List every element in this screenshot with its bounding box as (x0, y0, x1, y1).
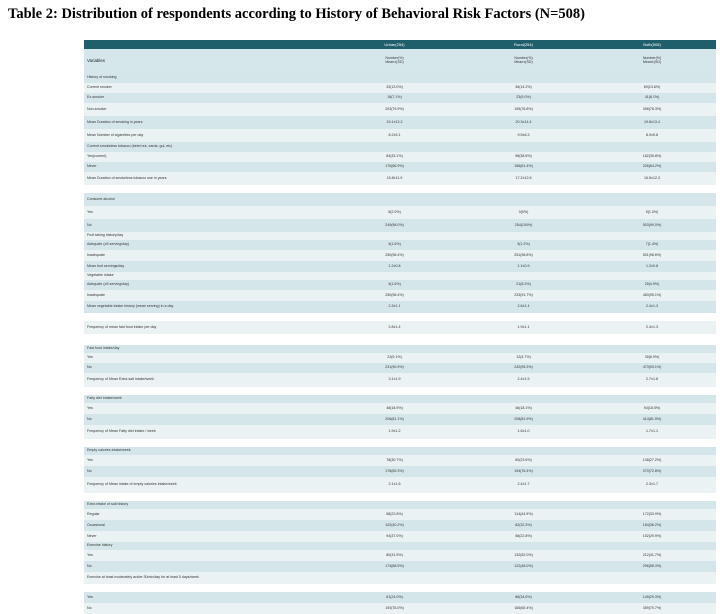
table-row (84, 152, 716, 162)
row-label (84, 313, 330, 321)
cell-rural (459, 493, 588, 501)
cell-rural: 208(81.9%) (459, 414, 588, 425)
cell-urban: 102(40.2%) (330, 520, 459, 531)
table-row (84, 447, 716, 455)
table-row (84, 272, 716, 280)
row-label: Mean vegetable intake history (mean serving) in a day (84, 301, 330, 313)
row-label: Adequate (≥5 serving/day) (84, 280, 330, 290)
cell-rural (459, 572, 588, 584)
table-row (84, 403, 716, 414)
cell-rural: 9.5±6.3 (459, 129, 588, 142)
row-label: No (84, 363, 330, 373)
cell-urban: 5(2.0%) (330, 206, 459, 219)
cell-rural (459, 313, 588, 321)
cell-both: 414(81.5%) (588, 414, 716, 425)
cell-urban (330, 334, 459, 345)
cell-both: 149(29.3%) (588, 592, 716, 603)
table-row (84, 162, 716, 172)
cell-urban: 250(98.4%) (330, 250, 459, 261)
table-row (84, 129, 716, 142)
table-row (84, 373, 716, 387)
table-row (84, 290, 716, 301)
table-row (84, 363, 716, 373)
cell-rural: 194(76.4%) (459, 466, 588, 477)
cell-urban (330, 447, 459, 455)
cell-rural: 1.6±1.0 (459, 425, 588, 439)
cell-both: 483(95.1%) (588, 290, 716, 301)
row-label: No (84, 219, 330, 232)
cell-urban: 33(13.0%) (330, 83, 459, 93)
cell-both: 8.9±5.8 (588, 129, 716, 142)
cell-both: 2.4±1.3 (588, 321, 716, 334)
table-body (84, 73, 716, 614)
cell-both (588, 542, 716, 550)
cell-urban (330, 572, 459, 584)
header-cell (84, 40, 330, 49)
table-row (84, 509, 716, 520)
cell-urban: 8.2±5.1 (330, 129, 459, 142)
row-label: Yes (84, 455, 330, 466)
cell-both: 138(27.2%) (588, 455, 716, 466)
cell-urban (330, 493, 459, 501)
cell-both: 16.5±12.3 (588, 172, 716, 185)
row-label: Exercise at least moderately active 30min/day for at least 5 days/week (84, 572, 330, 584)
cell-rural: 82(32.3%) (459, 520, 588, 531)
cell-urban (330, 272, 459, 280)
subheader-row (84, 49, 716, 73)
cell-rural (459, 584, 588, 592)
cell-urban: 4(1.6%) (330, 240, 459, 250)
row-label: Adequate (≥5 serving/day) (84, 240, 330, 250)
cell-rural (459, 395, 588, 403)
cell-both (588, 387, 716, 395)
table-row (84, 172, 716, 185)
row-label: Extra intake of salt history (84, 501, 330, 509)
cell-urban: 48(18.9%) (330, 403, 459, 414)
cell-urban: 15.8±11.9 (330, 172, 459, 185)
cell-both: 503(99.0%) (588, 219, 716, 232)
row-label: No (84, 466, 330, 477)
cell-urban: 170(66.9%) (330, 162, 459, 172)
row-label: Exercise history (84, 542, 330, 550)
cell-urban: 94(37.0%) (330, 531, 459, 542)
cell-urban: 58(22.8%) (330, 509, 459, 520)
table-row (84, 353, 716, 363)
row-label (84, 493, 330, 501)
row-label: Fast food intake/day (84, 345, 330, 353)
cell-both: 2.3±1.7 (588, 477, 716, 493)
table-row (84, 425, 716, 439)
row-label: Regular (84, 509, 330, 520)
row-label: Yes (84, 550, 330, 561)
cell-both (588, 439, 716, 447)
variables-label: Variables (84, 49, 330, 73)
table-row (84, 572, 716, 584)
data-table (84, 40, 716, 614)
cell-urban: 2.1±1.6 (330, 477, 459, 493)
cell-urban (330, 501, 459, 509)
cell-urban: 23(9.1%) (330, 353, 459, 363)
row-label: Vegetable intake (84, 272, 330, 280)
spacer-row (84, 185, 716, 193)
cell-urban: 3.1±1.9 (330, 373, 459, 387)
cell-both (588, 345, 716, 353)
cell-both (588, 142, 716, 152)
cell-both: 25(4.9%) (588, 280, 716, 290)
row-label: Current smokeless tobacco (betel nut, zarda, gul, etc) (84, 142, 330, 152)
table-row (84, 414, 716, 425)
cell-rural: 60(23.6%) (459, 455, 588, 466)
cell-urban (330, 193, 459, 206)
cell-urban: 206(81.1%) (330, 414, 459, 425)
row-label: Non-smoker (84, 103, 330, 116)
row-label: Yes(current) (84, 152, 330, 162)
row-label (84, 387, 330, 395)
table-row (84, 142, 716, 152)
cell-rural: 1.1±0.9 (459, 261, 588, 272)
row-label: Current smoker (84, 83, 330, 93)
table-row (84, 531, 716, 542)
cell-urban (330, 313, 459, 321)
row-label: Frequency of mean fast food intake per day (84, 321, 330, 334)
cell-rural: 12(4.7%) (459, 353, 588, 363)
row-label: Fruit taking history/day (84, 232, 330, 240)
row-label: Yes (84, 403, 330, 414)
cell-both: 370(72.8%) (588, 466, 716, 477)
cell-rural: 251(98.8%) (459, 250, 588, 261)
cell-both: 2.7±1.8 (588, 373, 716, 387)
cell-rural: 36(14.2%) (459, 83, 588, 93)
spacer-row (84, 387, 716, 395)
row-label: Never (84, 162, 330, 172)
table-row (84, 520, 716, 531)
cell-urban: 84(33.1%) (330, 152, 459, 162)
spacer-row (84, 584, 716, 592)
table-row (84, 193, 716, 206)
header-cell-rural: Rural(254) (459, 40, 588, 49)
row-label: Frequency of Mean Extra salt intake/week (84, 373, 330, 387)
cell-rural: 114(44.9%) (459, 509, 588, 520)
table-row (84, 501, 716, 509)
row-label: History of smoking (84, 73, 330, 83)
cell-urban: 80(31.5%) (330, 550, 459, 561)
table-row (84, 561, 716, 572)
row-label: No (84, 561, 330, 572)
cell-rural (459, 193, 588, 206)
table-row (84, 103, 716, 116)
cell-rural (459, 447, 588, 455)
row-label: Never (84, 531, 330, 542)
cell-both (588, 501, 716, 509)
row-label: Frequency of Mean intake of empty calories intake/week (84, 477, 330, 493)
table-row (84, 592, 716, 603)
table-title: Table 2: Distribution of respondents according to History of Behavioral Risk Factors (N=508) (8, 6, 585, 22)
subheader-cell: Number(%) Mean±(SD) (588, 49, 716, 73)
spacer-row (84, 313, 716, 321)
table-row (84, 542, 716, 550)
cell-both (588, 272, 716, 280)
row-label: Fatty diet intake/week (84, 395, 330, 403)
table-row (84, 550, 716, 561)
cell-both: 5(1.0%) (588, 206, 716, 219)
cell-urban: 250(98.4%) (330, 290, 459, 301)
row-label (84, 334, 330, 345)
cell-rural: 2.4±1.7 (459, 477, 588, 493)
row-label: Occasional (84, 520, 330, 531)
cell-both (588, 313, 716, 321)
table-row (84, 93, 716, 103)
cell-urban (330, 395, 459, 403)
cell-urban: 231(90.9%) (330, 363, 459, 373)
cell-rural (459, 232, 588, 240)
cell-rural (459, 272, 588, 280)
cell-rural: 2.6±1.4 (459, 301, 588, 313)
cell-both: 69(13.6%) (588, 83, 716, 93)
cell-both: 1.7±1.1 (588, 425, 716, 439)
cell-rural (459, 185, 588, 193)
cell-both (588, 584, 716, 592)
table-row (84, 240, 716, 250)
spacer-row (84, 439, 716, 447)
table-row (84, 603, 716, 614)
row-label: Mean fruit servings/day (84, 261, 330, 272)
cell-rural: 46(18.1%) (459, 403, 588, 414)
table-row (84, 280, 716, 290)
row-label: Consume alcohol (84, 193, 330, 206)
cell-rural (459, 542, 588, 550)
cell-rural: 20.3±14.4 (459, 116, 588, 129)
cell-both (588, 185, 716, 193)
cell-rural (459, 334, 588, 345)
cell-both: 398(78.3%) (588, 103, 716, 116)
cell-both: 94(18.5%) (588, 403, 716, 414)
table-row (84, 466, 716, 477)
row-label: Yes (84, 206, 330, 219)
subheader-cell: Number(%) Mean±(SD) (459, 49, 588, 73)
row-label: Ex-smoker (84, 93, 330, 103)
cell-rural: 242(95.3%) (459, 363, 588, 373)
cell-rural: 166(65.4%) (459, 603, 588, 614)
cell-both (588, 334, 716, 345)
cell-both: 359(70.7%) (588, 603, 716, 614)
row-label: Inadequate (84, 250, 330, 261)
cell-both: 152(29.9%) (588, 531, 716, 542)
cell-rural: 98(38.6%) (459, 152, 588, 162)
cell-rural: 233(91.7%) (459, 290, 588, 301)
cell-both: 212(41.7%) (588, 550, 716, 561)
cell-urban (330, 584, 459, 592)
row-label: Yes (84, 353, 330, 363)
table-row (84, 301, 716, 313)
header-cell-both: Both(508) (588, 40, 716, 49)
table-row (84, 83, 716, 93)
cell-urban (330, 345, 459, 353)
cell-urban (330, 142, 459, 152)
cell-urban: 249(98.0%) (330, 219, 459, 232)
cell-urban: 2.3±1.1 (330, 301, 459, 313)
spacer-row (84, 493, 716, 501)
cell-both: 35(6.9%) (588, 353, 716, 363)
cell-both: 296(58.3%) (588, 561, 716, 572)
cell-urban: 78(30.7%) (330, 455, 459, 466)
cell-urban: 1.2±0.8 (330, 261, 459, 272)
table-row (84, 250, 716, 261)
cell-rural (459, 439, 588, 447)
row-label (84, 439, 330, 447)
table-row (84, 219, 716, 232)
cell-rural: 132(52.0%) (459, 550, 588, 561)
table-row (84, 455, 716, 466)
cell-urban: 174(68.5%) (330, 561, 459, 572)
cell-both: 41(8.1%) (588, 93, 716, 103)
row-label: Frequency of Mean Fatty diet intake / week (84, 425, 330, 439)
cell-urban: 203(79.9%) (330, 103, 459, 116)
cell-rural: 122(48.0%) (459, 561, 588, 572)
cell-rural: 88(34.6%) (459, 592, 588, 603)
cell-urban (330, 439, 459, 447)
cell-both: 182(35.8%) (588, 152, 716, 162)
cell-urban (330, 542, 459, 550)
row-label: No (84, 603, 330, 614)
table-row (84, 116, 716, 129)
cell-both (588, 193, 716, 206)
cell-urban: 19.1±12.2 (330, 116, 459, 129)
cell-urban (330, 232, 459, 240)
cell-both: 2.4±1.3 (588, 301, 716, 313)
row-label (84, 584, 330, 592)
cell-both (588, 493, 716, 501)
cell-rural (459, 73, 588, 83)
cell-both: 473(93.1%) (588, 363, 716, 373)
subheader-cell: Number(%) Mean±(SD) (330, 49, 459, 73)
spacer-row (84, 334, 716, 345)
header-row (84, 40, 716, 49)
cell-both: 7(1.4%) (588, 240, 716, 250)
cell-both (588, 395, 716, 403)
cell-rural: 195(76.8%) (459, 103, 588, 116)
cell-urban (330, 185, 459, 193)
cell-both: 19.8±13.4 (588, 116, 716, 129)
cell-rural (459, 387, 588, 395)
cell-rural: 58(22.8%) (459, 531, 588, 542)
row-label: Empty calories intake/week (84, 447, 330, 455)
row-label: No (84, 414, 330, 425)
cell-rural (459, 142, 588, 152)
cell-rural: 0(0%) (459, 206, 588, 219)
cell-rural (459, 501, 588, 509)
cell-rural: 3(1.2%) (459, 240, 588, 250)
row-label: Mean Duration of smoking in years (84, 116, 330, 129)
cell-urban (330, 73, 459, 83)
cell-urban: 1.9±1.2 (330, 425, 459, 439)
row-label: Mean Number of cigarettes per day (84, 129, 330, 142)
table-row (84, 321, 716, 334)
cell-urban: 2.8±1.4 (330, 321, 459, 334)
cell-rural: 1.9±1.1 (459, 321, 588, 334)
cell-urban: 18(7.1%) (330, 93, 459, 103)
cell-rural: 156(61.4%) (459, 162, 588, 172)
cell-both (588, 572, 716, 584)
row-label: Yes (84, 592, 330, 603)
cell-rural: 23(9.0%) (459, 93, 588, 103)
table-row (84, 395, 716, 403)
cell-rural: 254(100%) (459, 219, 588, 232)
cell-both: 501(98.6%) (588, 250, 716, 261)
cell-both (588, 73, 716, 83)
table-row (84, 345, 716, 353)
row-label: Inadequate (84, 290, 330, 301)
cell-both: 326(64.2%) (588, 162, 716, 172)
table-row (84, 477, 716, 493)
cell-urban: 61(24.0%) (330, 592, 459, 603)
cell-rural: 21(8.3%) (459, 280, 588, 290)
cell-both: 184(36.2%) (588, 520, 716, 531)
cell-urban: 176(69.3%) (330, 466, 459, 477)
cell-rural (459, 345, 588, 353)
cell-urban: 4(1.6%) (330, 280, 459, 290)
cell-rural: 2.4±1.5 (459, 373, 588, 387)
cell-both: 1.2±0.8 (588, 261, 716, 272)
table-row (84, 73, 716, 83)
cell-urban: 193(76.0%) (330, 603, 459, 614)
cell-urban (330, 387, 459, 395)
row-label (84, 185, 330, 193)
cell-both (588, 447, 716, 455)
row-label: Mean Duration of smokeless tobacco use in years (84, 172, 330, 185)
cell-both: 172(33.9%) (588, 509, 716, 520)
table-row (84, 206, 716, 219)
table-row (84, 261, 716, 272)
cell-rural: 17.2±12.6 (459, 172, 588, 185)
table-row (84, 232, 716, 240)
header-cell-urban: Urban(254) (330, 40, 459, 49)
cell-both (588, 232, 716, 240)
